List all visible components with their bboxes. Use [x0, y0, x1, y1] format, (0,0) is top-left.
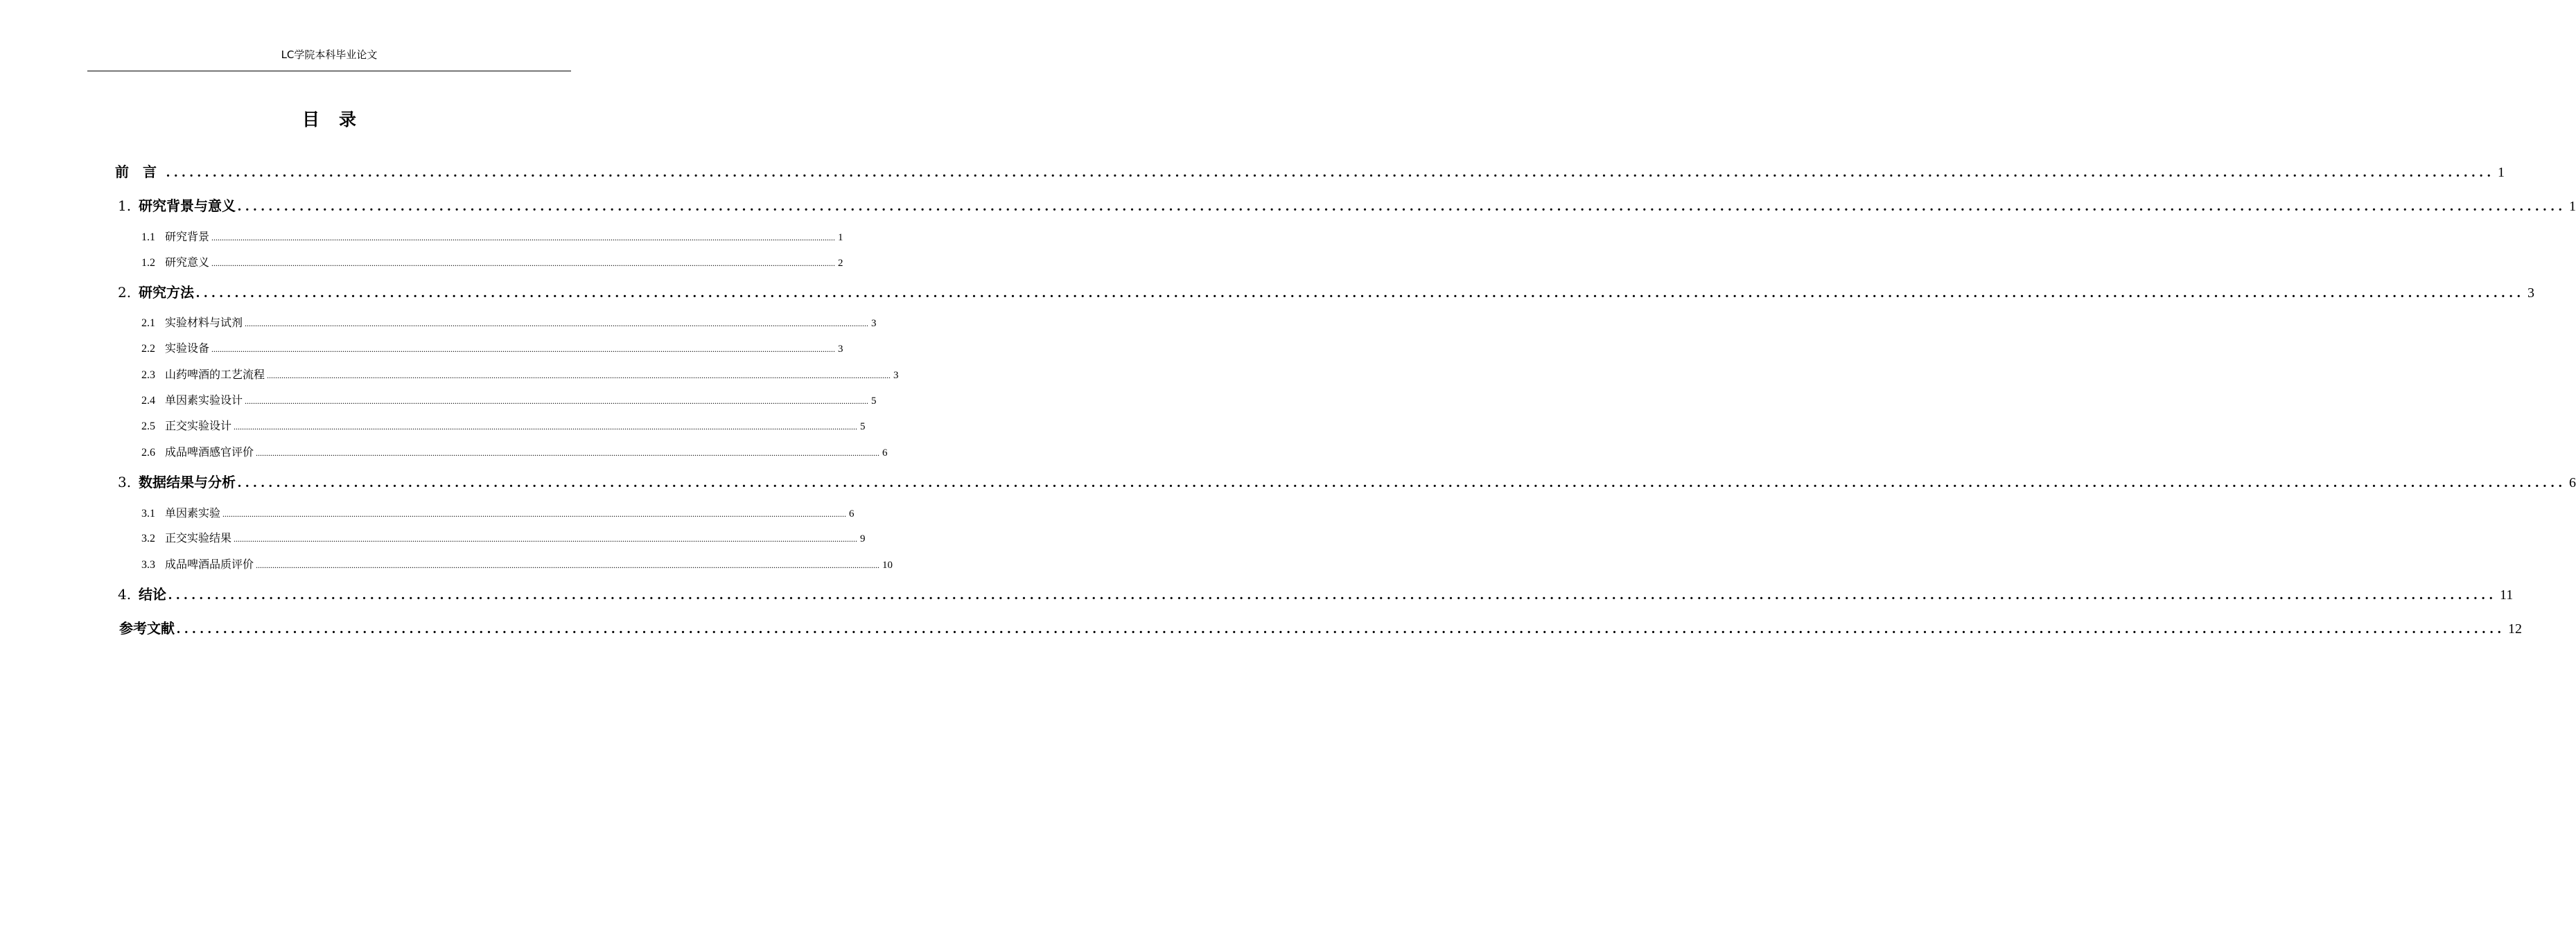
toc-entry-title: 山药啤酒的工艺流程: [165, 368, 265, 381]
toc-leader-dots: ............................................................................................................................................................................................................................................................................................................: [234, 422, 858, 432]
toc-leader-dots: ............................................................................................................................................................................................................................................................................................................: [168, 587, 2497, 603]
toc-leader-dots: ............................................................................................................................................................................................................................................................................................................: [196, 285, 2525, 301]
toc-entry-preface[interactable]: [115, 162, 2505, 181]
toc-entry-3-2[interactable]: [141, 530, 866, 547]
toc-entry-page: 2: [838, 258, 843, 269]
toc-entry-title: 单因素实验设计: [165, 393, 243, 407]
toc-entry-page: 6: [2569, 475, 2576, 490]
toc-entry-number: 3.2: [141, 533, 155, 544]
toc-entry-2-3[interactable]: [141, 366, 899, 383]
toc-leader-dots: ............................................................................................................................................................................................................................................................................................................: [211, 344, 836, 354]
toc-entry-page: 6: [849, 508, 855, 520]
page-header: [87, 44, 571, 71]
toc-leader-dots: ............................................................................................................................................................................................................................................................................................................: [267, 371, 891, 380]
toc-entry-number: 2.5: [141, 420, 155, 432]
toc-entry-title: 研究背景与意义: [139, 197, 236, 214]
toc-entry-number: 4.: [118, 586, 132, 603]
toc-entry-1-2[interactable]: [141, 254, 843, 271]
toc-entry-number: 2.1: [141, 317, 155, 329]
toc-entry-number: 3.1: [141, 508, 155, 520]
toc-entry-3-1[interactable]: [141, 505, 855, 522]
toc-entry-title: 前言: [115, 163, 170, 180]
toc-entry-title: 数据结果与分析: [139, 474, 236, 490]
toc-entry-title: 研究背景: [165, 230, 210, 243]
toc-entry-chapter-2[interactable]: [115, 283, 2534, 302]
toc-entry-title: 参考文献: [119, 620, 175, 637]
toc-entry-title: 实验材料与试剂: [165, 316, 243, 329]
toc-entry-chapter-1[interactable]: [115, 196, 2576, 215]
toc-entry-page: 3: [893, 370, 899, 381]
header-text: LC学院本科毕业论文: [281, 48, 378, 61]
toc-entry-title: 成品啤酒品质评价: [165, 558, 254, 571]
toc-entry-3-3[interactable]: [141, 556, 893, 573]
toc-entry-chapter-3[interactable]: [115, 472, 2576, 492]
toc-entry-page: 5: [871, 396, 877, 407]
toc-leader-dots: ............................................................................................................................................................................................................................................................................................................: [211, 258, 836, 268]
toc-entry-page: 3: [838, 344, 843, 355]
toc-entry-title: 结论: [139, 586, 166, 603]
toc-leader-dots: ............................................................................................................................................................................................................................................................................................................: [166, 165, 2495, 180]
toc-entry-2-5[interactable]: [141, 418, 866, 434]
toc-leader-dots: ............................................................................................................................................................................................................................................................................................................: [238, 199, 2566, 214]
toc-entry-number: 1.: [118, 197, 132, 214]
toc-leader-dots: ............................................................................................................................................................................................................................................................................................................: [222, 509, 847, 519]
toc-entry-1-1[interactable]: [141, 229, 843, 245]
toc-entry-title: 实验设备: [165, 342, 210, 355]
toc-entry-2-6[interactable]: [141, 444, 888, 461]
toc-leader-dots: ............................................................................................................................................................................................................................................................................................................: [256, 560, 880, 570]
toc-entry-page: 9: [860, 533, 866, 544]
toc-title: 目录: [301, 109, 376, 130]
toc-entry-number: 2.6: [141, 447, 155, 459]
toc-entry-page: 6: [882, 447, 888, 459]
toc-entry-number: 2.: [118, 284, 132, 301]
toc-entry-page: 3: [871, 318, 877, 329]
toc-leader-dots: ............................................................................................................................................................................................................................................................................................................: [256, 448, 880, 458]
toc-entry-number: 2.2: [141, 343, 155, 355]
toc-entry-title: 单因素实验: [165, 506, 221, 520]
toc-leader-dots: ............................................................................................................................................................................................................................................................................................................: [245, 319, 869, 328]
toc-entry-title: 研究方法: [139, 284, 194, 301]
toc-entry-page: 12: [2508, 621, 2522, 637]
toc-entry-page: 1: [2498, 165, 2505, 180]
toc-entry-title: 正交实验结果: [165, 531, 232, 544]
toc-entry-page: 1: [2569, 199, 2576, 214]
toc-entry-2-4[interactable]: [141, 392, 877, 409]
toc-entry-title: 正交实验设计: [165, 419, 232, 432]
toc-leader-dots: ............................................................................................................................................................................................................................................................................................................: [238, 475, 2566, 490]
toc-entry-page: 1: [838, 232, 843, 243]
toc-entry-number: 3.: [118, 474, 132, 490]
toc-entry-number: 1.1: [141, 231, 155, 243]
toc-entry-page: 3: [2527, 285, 2534, 301]
toc-entry-page: 10: [882, 560, 893, 571]
toc-entry-chapter-4[interactable]: [115, 585, 2514, 604]
toc-leader-dots: ............................................................................................................................................................................................................................................................................................................: [211, 233, 836, 242]
toc-entry-2-1[interactable]: [141, 314, 877, 331]
toc-entry-page: 5: [860, 421, 866, 432]
toc-leader-dots: ............................................................................................................................................................................................................................................................................................................: [245, 396, 869, 406]
toc-entry-references[interactable]: [119, 619, 2522, 638]
toc-entry-title: 成品啤酒感官评价: [165, 445, 254, 459]
toc-leader-dots: ............................................................................................................................................................................................................................................................................................................: [177, 621, 2505, 637]
toc-leader-dots: ............................................................................................................................................................................................................................................................................................................: [234, 534, 858, 544]
toc-entry-page: 11: [2500, 587, 2514, 603]
toc-entry-number: 3.3: [141, 559, 155, 571]
toc-entry-number: 1.2: [141, 257, 155, 269]
toc-entry-title: 研究意义: [165, 256, 210, 269]
toc-entry-number: 2.4: [141, 395, 155, 407]
toc-entry-number: 2.3: [141, 369, 155, 381]
toc-entry-2-2[interactable]: [141, 340, 843, 357]
